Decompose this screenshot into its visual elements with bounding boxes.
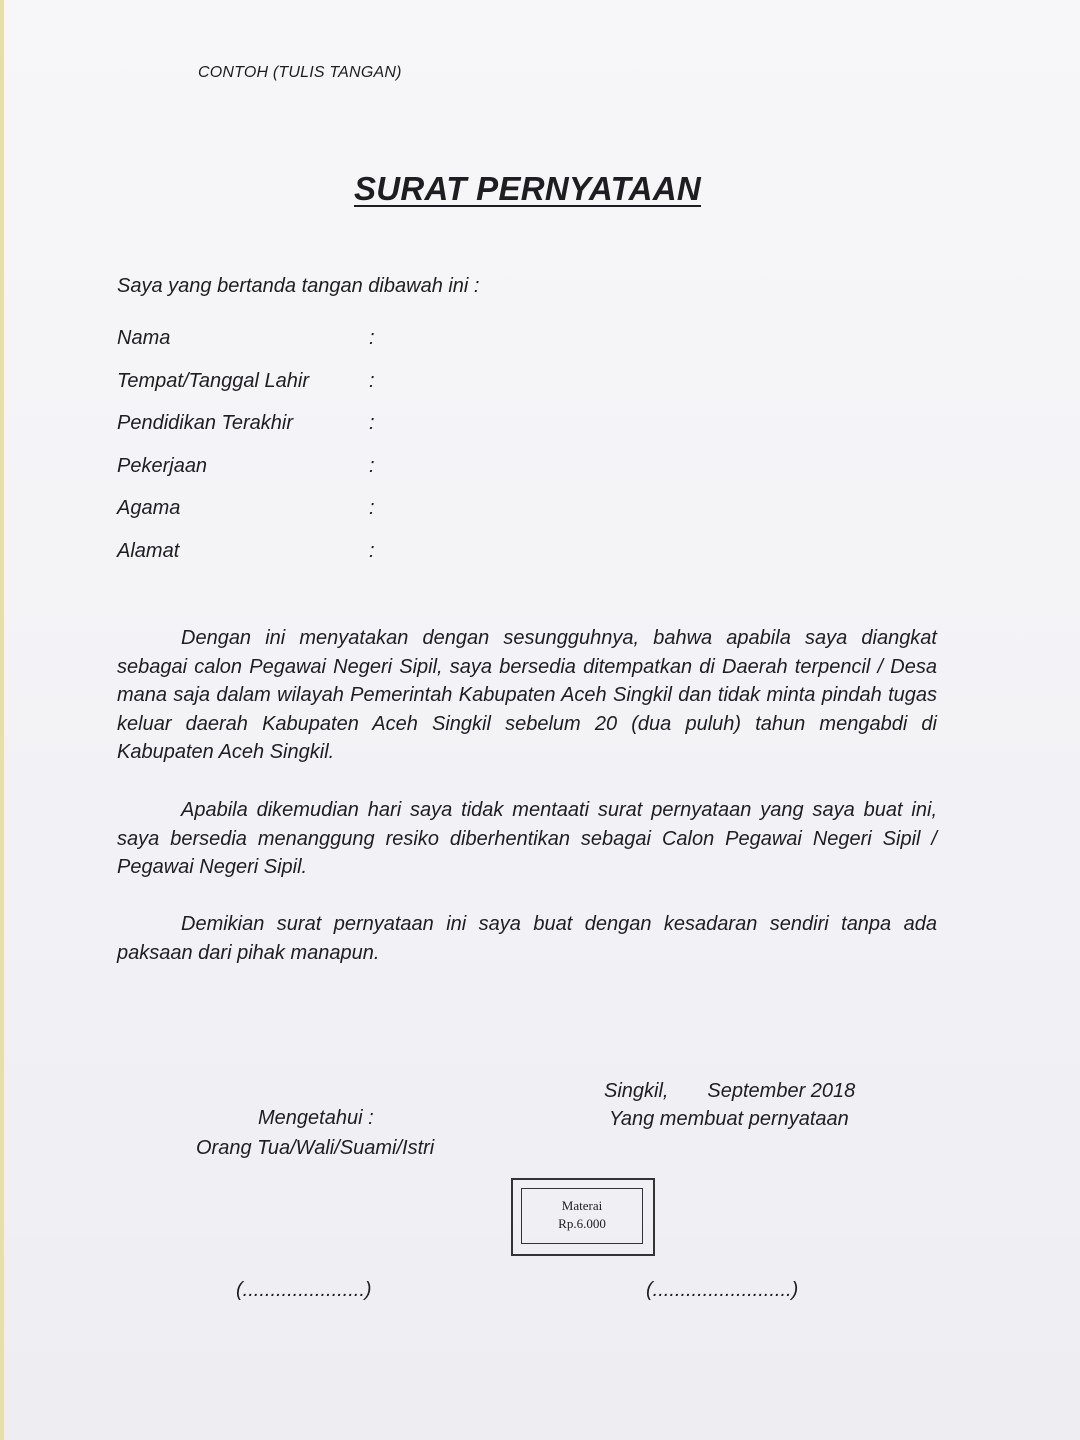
stamp-line1: Materai <box>561 1198 603 1213</box>
stamp-box <box>511 1178 655 1256</box>
field-label: Nama <box>117 327 171 349</box>
place: Singkil, <box>604 1080 669 1102</box>
field-label: Pendidikan Terakhir <box>117 412 294 435</box>
field-alamat <box>117 540 817 583</box>
field-colon: : <box>369 454 375 477</box>
maker-label: Yang membuat pernyataan <box>609 1108 849 1130</box>
field-colon: : <box>369 412 375 435</box>
field-label: Alamat <box>117 539 180 562</box>
stamp-line2: Rp.6.000 <box>558 1216 606 1231</box>
field-colon: : <box>369 539 375 562</box>
header-note: CONTOH (TULIS TANGAN) <box>198 64 402 81</box>
field-agama <box>117 497 817 540</box>
document-title: SURAT PERNYATAAN <box>353 170 701 207</box>
field-pendidikan-terakhir <box>117 412 817 455</box>
parent-label: Orang Tua/Wali/Suami/Istri <box>196 1137 435 1159</box>
closing-paragraph: Demikian surat pernyataan ini saya buat dengan kesadaran sendiri tanpa ada paksaan dari pihak manapun. <box>117 913 937 964</box>
paper-edge <box>0 0 4 1440</box>
field-colon: : <box>369 327 375 349</box>
field-tempat-tanggal-lahir <box>117 370 817 413</box>
field-colon: : <box>369 369 375 392</box>
intro-text: Saya yang bertanda tangan dibawah ini : <box>117 275 480 297</box>
knowing-label: Mengetahui : <box>258 1107 374 1129</box>
right-signature-blank: (.........................) <box>646 1279 799 1301</box>
field-label: Agama <box>117 497 181 520</box>
date: September 2018 <box>707 1080 856 1102</box>
field-pekerjaan <box>117 455 817 498</box>
place-date <box>604 1080 855 1103</box>
identity-fields <box>117 327 817 583</box>
field-colon: : <box>369 497 375 520</box>
statement-paragraph: Dengan ini menyatakan dengan sesungguhnya, bahwa apabila saya diangkat sebagai calon Pegawai Negeri Sipil, saya bersedia ditempatkan di Daerah terpencil / Desa mana saja dalam wilayah Pemerintah Kabupaten Aceh Singkil dan tidak minta pindah tugas keluar daerah Kabupaten Aceh Singkil sebelum 20 (dua puluh) tahun mengabdi di Kabupaten Aceh Singkil. <box>117 627 937 763</box>
consequence-paragraph: Apabila dikemudian hari saya tidak mentaati surat pernyataan yang saya buat ini, saya bersedia menanggung resiko diberhentikan sebagai Calon Pegawai Negeri Sipil / Pegawai Negeri Sipil. <box>117 799 937 878</box>
field-label: Pekerjaan <box>117 454 208 477</box>
field-nama <box>117 327 817 370</box>
left-signature-blank: (......................) <box>236 1279 372 1301</box>
stamp-inner-box <box>521 1188 643 1244</box>
field-label: Tempat/Tanggal Lahir <box>117 369 309 392</box>
